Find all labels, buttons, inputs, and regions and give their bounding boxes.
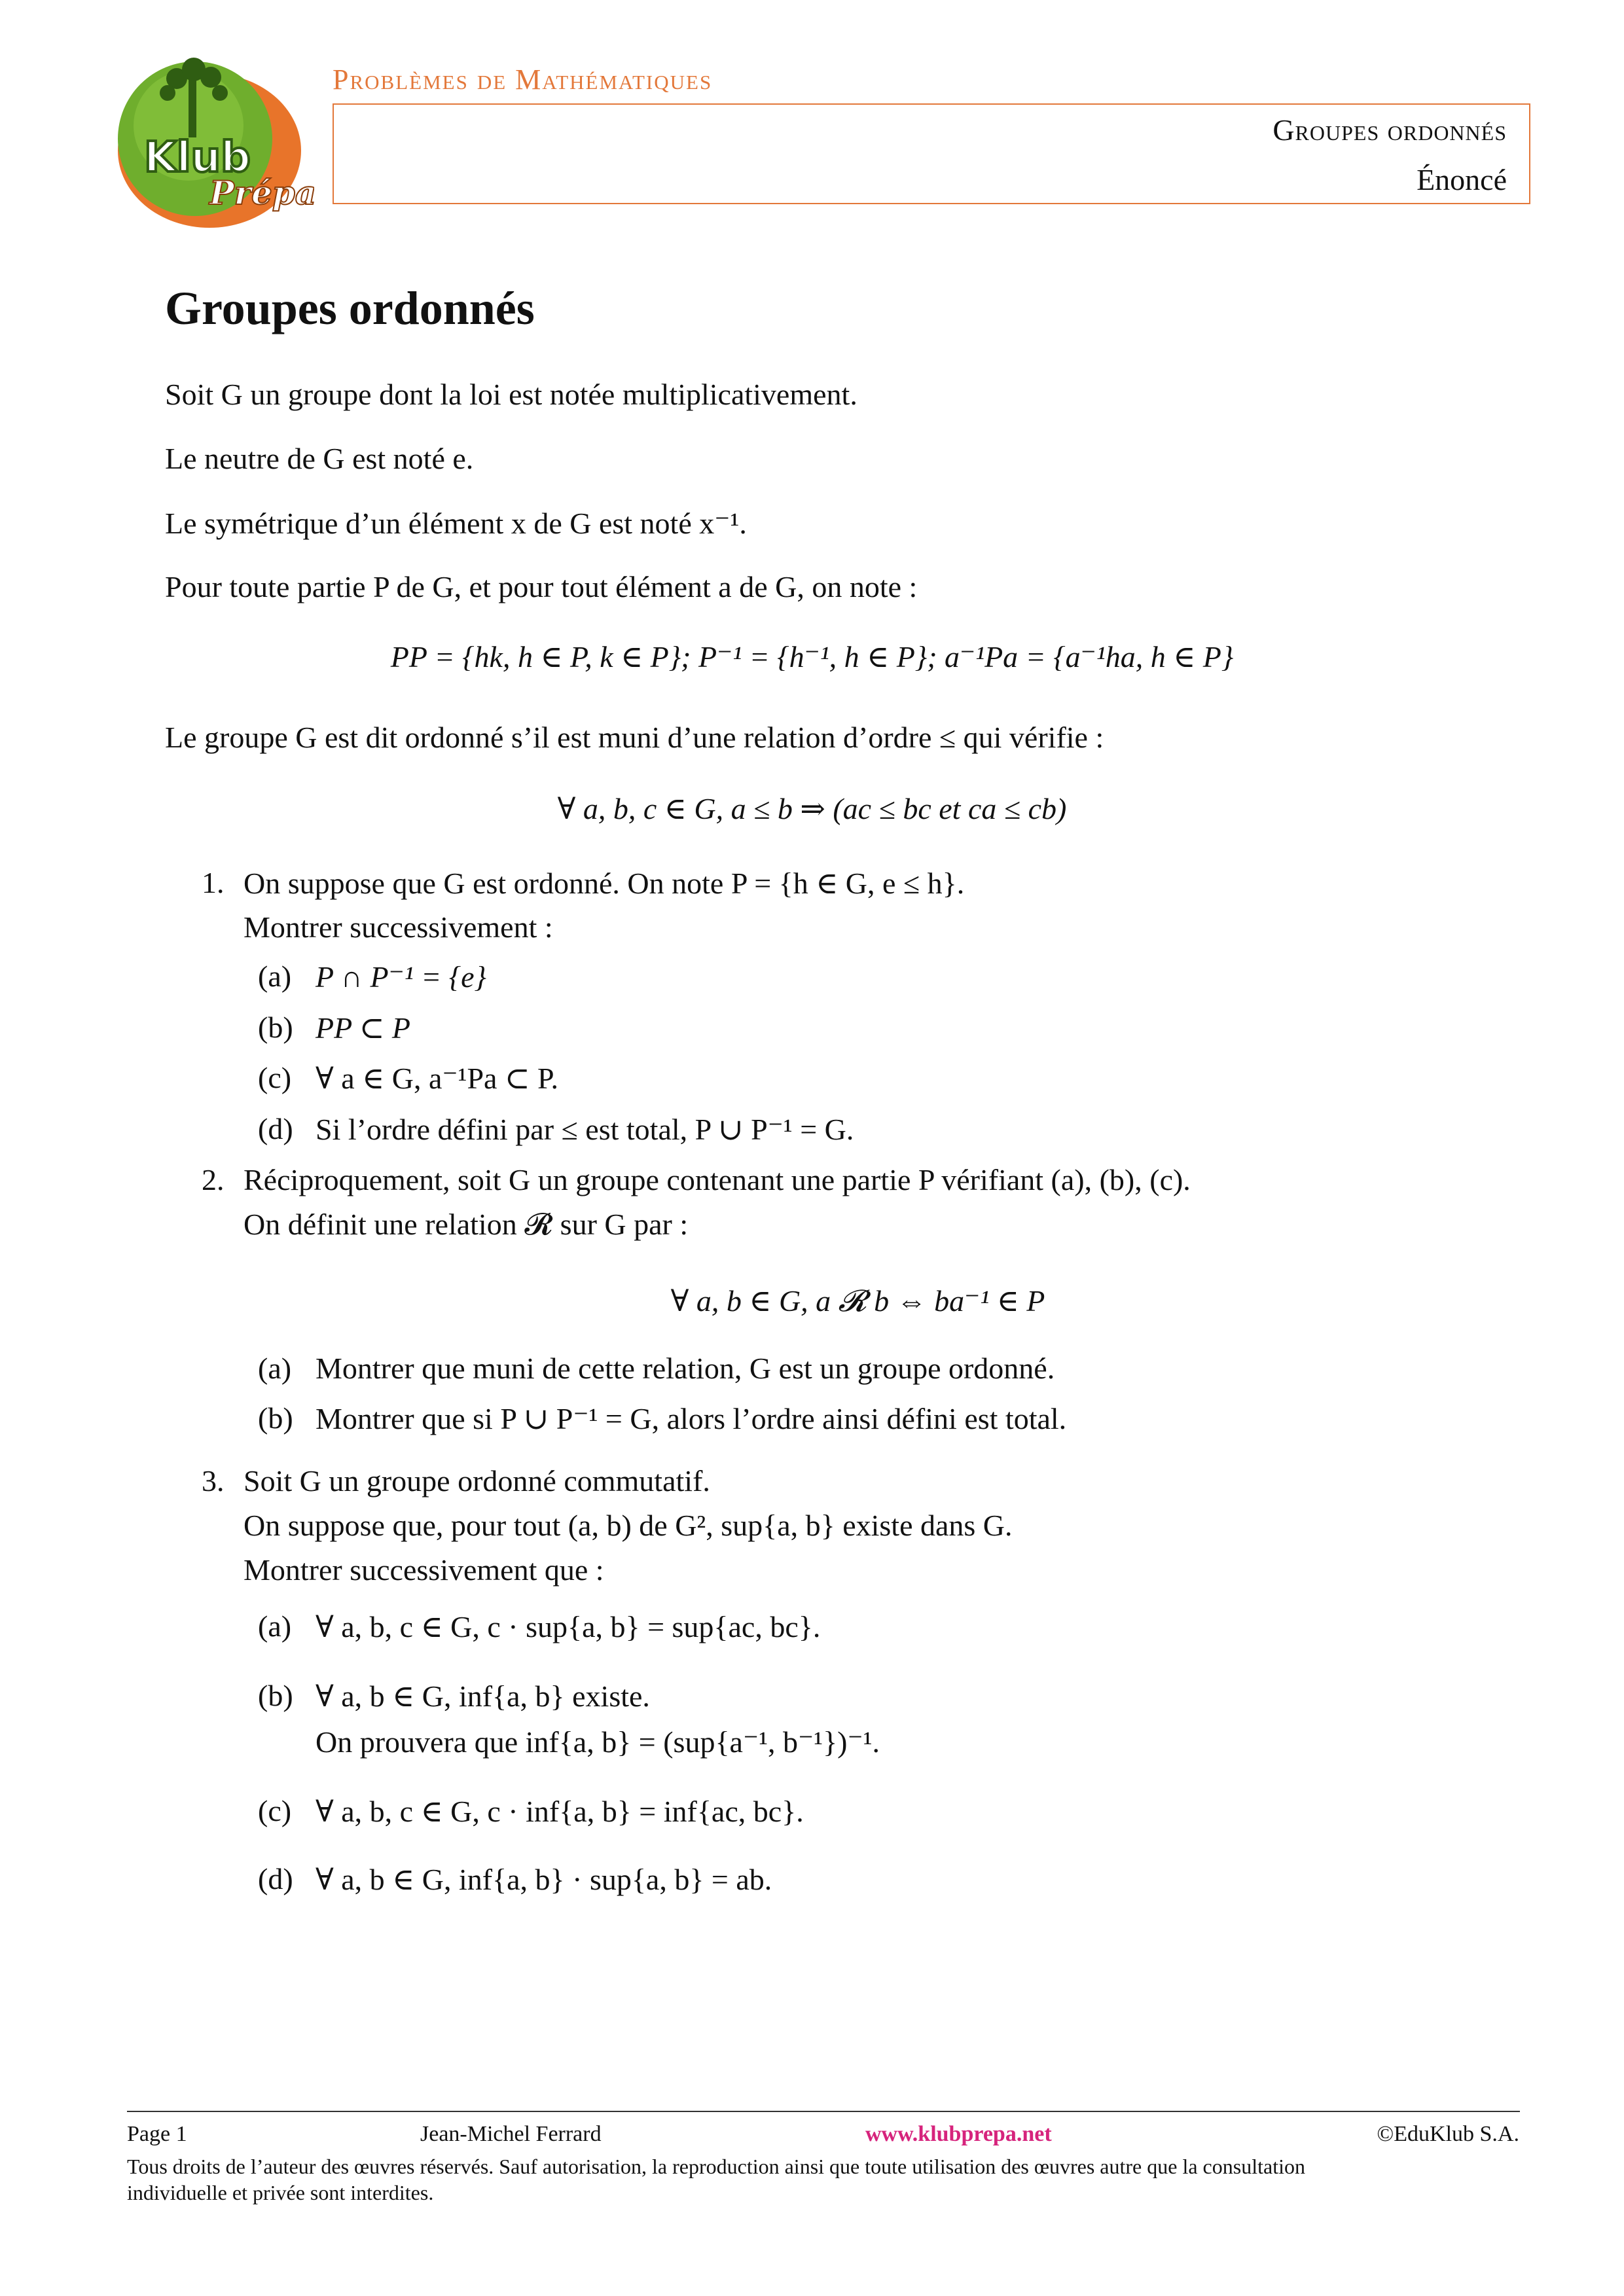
formula-relation: ∀ a, b ∈ G, a 𝓡 b ⇔ ba⁻¹ ∈ P bbox=[670, 1284, 1045, 1318]
q2-number: 2. bbox=[202, 1163, 225, 1196]
intro-line-3: Le symétrique d’un élément x de G est noté x⁻¹. bbox=[165, 507, 747, 540]
author: Jean-Michel Ferrard bbox=[420, 2122, 602, 2146]
q1-number: 1. bbox=[202, 866, 225, 899]
page-title: Groupes ordonnés bbox=[165, 282, 535, 334]
intro-line-5: Le groupe G est dit ordonné s’il est muni d’une relation d’ordre ≤ qui vérifie : bbox=[165, 721, 1104, 754]
q3-number: 3. bbox=[202, 1464, 225, 1498]
q1a-text: P ∩ P⁻¹ = {e} bbox=[316, 960, 486, 994]
q3c-label: (c) bbox=[258, 1794, 292, 1827]
q2-line-2: On définit une relation 𝓡 sur G par : bbox=[244, 1208, 689, 1241]
svg-text:Klub: Klub bbox=[144, 134, 251, 182]
klubprepa-logo bbox=[111, 52, 314, 236]
site-link[interactable]: www.klubprepa.net bbox=[865, 2122, 1052, 2146]
q3b-text: ∀ a, b ∈ G, inf{a, b} existe. bbox=[316, 1679, 650, 1713]
q2b-text: Montrer que si P ∪ P⁻¹ = G, alors l’ordre ainsi défini est total. bbox=[316, 1402, 1067, 1435]
footer-rule bbox=[127, 2111, 1520, 2112]
q3-line-3: Montrer successivement que : bbox=[244, 1553, 604, 1587]
q2a-label: (a) bbox=[258, 1352, 292, 1385]
topic-title: Groupes ordonnés bbox=[1272, 113, 1507, 147]
q1b-label: (b) bbox=[258, 1011, 293, 1044]
page-number: Page 1 bbox=[127, 2122, 187, 2146]
q2a-text: Montrer que muni de cette relation, G est un groupe ordonné. bbox=[316, 1352, 1055, 1385]
intro-line-2: Le neutre de G est noté e. bbox=[165, 442, 474, 475]
q3c-text: ∀ a, b, c ∈ G, c · inf{a, b} = inf{ac, bc}. bbox=[316, 1795, 804, 1828]
q1-line-2: Montrer successivement : bbox=[244, 910, 553, 944]
intro-line-4: Pour toute partie P de G, et pour tout élément a de G, on note : bbox=[165, 570, 918, 603]
header-box bbox=[333, 103, 1530, 204]
rights-notice-1: Tous droits de l’auteur des œuvres réservés. Sauf autorisation, la reproduction ainsi que toute utilisation des œuvres autre que la consultation bbox=[127, 2155, 1305, 2178]
q3d-text: ∀ a, b ∈ G, inf{a, b} · sup{a, b} = ab. bbox=[316, 1863, 772, 1896]
q1d-label: (d) bbox=[258, 1112, 293, 1145]
q1c-text: ∀ a ∈ G, a⁻¹Pa ⊂ P. bbox=[316, 1062, 558, 1095]
q1a-label: (a) bbox=[258, 960, 292, 993]
q1b-text: PP ⊂ P bbox=[316, 1011, 411, 1045]
copyright: ©EduKlub S.A. bbox=[1377, 2122, 1519, 2146]
q2b-label: (b) bbox=[258, 1401, 293, 1435]
q3d-label: (d) bbox=[258, 1862, 293, 1895]
q3-line-1: Soit G un groupe ordonné commutatif. bbox=[244, 1464, 710, 1498]
q3b-hint: On prouvera que inf{a, b} = (sup{a⁻¹, b⁻¹})⁻¹. bbox=[316, 1725, 880, 1759]
q3a-label: (a) bbox=[258, 1609, 292, 1643]
q1-line-1: On suppose que G est ordonné. On note P = {h ∈ G, e ≤ h}. bbox=[244, 867, 965, 900]
rights-notice-2: individuelle et privée sont interdites. bbox=[127, 2181, 434, 2204]
q2-line-1: Réciproquement, soit G un groupe contenant une partie P vérifiant (a), (b), (c). bbox=[244, 1163, 1191, 1196]
q3a-text: ∀ a, b, c ∈ G, c · sup{a, b} = sup{ac, bc}. bbox=[316, 1610, 821, 1643]
q3b-label: (b) bbox=[258, 1679, 293, 1712]
q1d-text: Si l’ordre défini par ≤ est total, P ∪ P⁻¹ = G. bbox=[316, 1113, 854, 1146]
q3-line-2: On suppose que, pour tout (a, b) de G², sup{a, b} existe dans G. bbox=[244, 1509, 1013, 1542]
q1c-label: (c) bbox=[258, 1061, 292, 1094]
formula-order: ∀ a, b, c ∈ G, a ≤ b ⇒ (ac ≤ bc et ca ≤ cb) bbox=[557, 792, 1067, 825]
series-title: Problèmes de Mathématiques bbox=[333, 63, 713, 96]
section-label: Énoncé bbox=[1416, 163, 1507, 196]
formula-pp: PP = {hk, h ∈ P, k ∈ P}; P⁻¹ = {h⁻¹, h ∈ P}; a⁻¹Pa = {a⁻¹ha, h ∈ P} bbox=[390, 640, 1234, 673]
svg-text:Prépa: Prépa bbox=[209, 173, 314, 212]
intro-line-1: Soit G un groupe dont la loi est notée multiplicativement. bbox=[165, 378, 857, 411]
